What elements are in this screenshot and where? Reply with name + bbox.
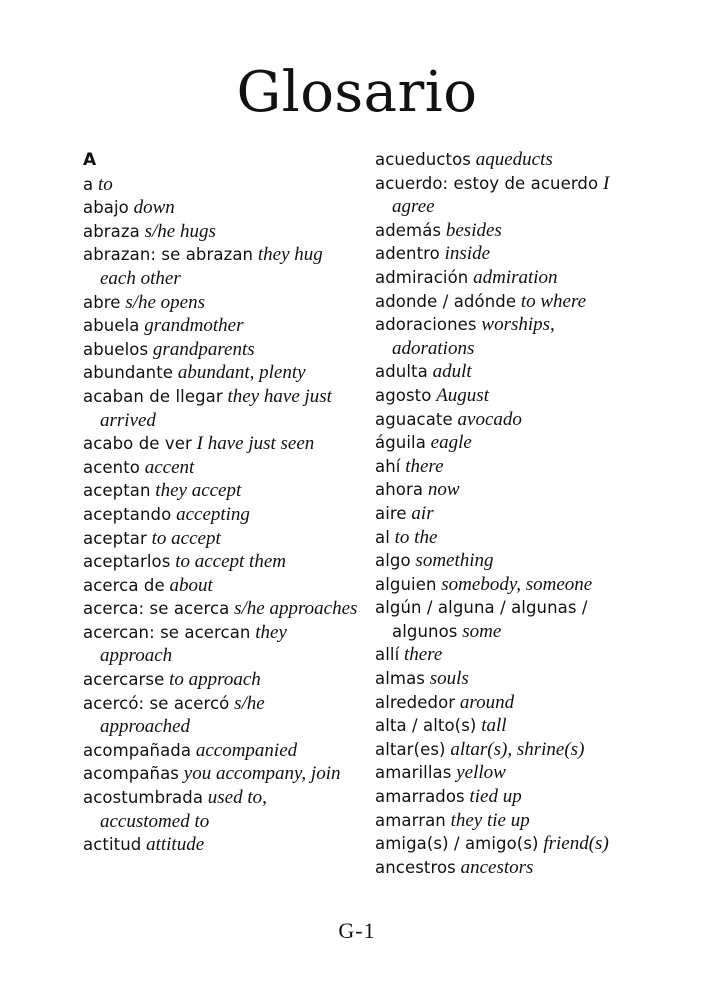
entry-definition: s/he opens: [125, 291, 205, 313]
glossary-entry: [375, 714, 640, 738]
entry-term: adoraciones: [375, 315, 477, 335]
entry-term: abuela: [83, 316, 140, 336]
letter-heading: [83, 148, 358, 173]
entry-definition: tied up: [469, 786, 522, 808]
glossary-entry: [375, 856, 640, 880]
entry-definition: to: [97, 173, 113, 195]
entry-term: aceptar: [83, 528, 147, 548]
entry-definition: accompanied: [195, 739, 298, 761]
entry-term: acuerdo: estoy de acuerdo: [375, 173, 599, 193]
entry-term: abuelos: [83, 339, 149, 359]
entry-definition: tall: [481, 715, 507, 737]
entry-definition: they tie up: [450, 809, 530, 831]
entry-definition: I have just seen: [196, 433, 315, 455]
glossary-entry: [83, 574, 358, 598]
entry-term: actitud: [83, 835, 142, 855]
glossary-entry: [83, 786, 358, 833]
glossary-entry: [83, 527, 358, 551]
entry-definition: about: [169, 574, 213, 596]
entry-term: agosto: [375, 385, 432, 405]
entry-definition: I agree: [392, 172, 610, 218]
glossary-entry: [83, 550, 358, 574]
glossary-entry: [375, 691, 640, 715]
entry-definition: inside: [444, 243, 491, 265]
glossary-entry: [83, 338, 358, 362]
glossary-entry: [83, 243, 358, 290]
glossary-entry: [83, 692, 358, 739]
entry-definition: altar(s), shrine(s): [450, 738, 585, 760]
glossary-entry: [83, 597, 358, 621]
entry-term: amarran: [375, 810, 446, 830]
entry-definition: admiration: [473, 266, 558, 288]
glossary-entry: [375, 290, 640, 314]
entry-definition: ancestors: [460, 856, 534, 878]
entry-definition: around: [459, 691, 515, 713]
glossary-entry: [83, 314, 358, 338]
entry-definition: s/he hugs: [144, 220, 216, 242]
entry-term: abundante: [83, 363, 174, 383]
glossary-entry: [375, 478, 640, 502]
entry-definition: abundant, plenty: [177, 362, 306, 384]
entry-term: acerca: se acerca: [83, 599, 230, 619]
entry-definition: they have just arrived: [100, 385, 332, 431]
glossary-entry: [375, 431, 640, 455]
glossary-entry: [83, 220, 358, 244]
entry-term: abajo: [83, 198, 129, 218]
entry-term: ancestros: [375, 857, 456, 877]
entry-term: acento: [83, 457, 140, 477]
entry-definition: s/he approached: [100, 692, 265, 738]
glossary-entry: [375, 596, 640, 643]
entry-definition: eagle: [430, 432, 472, 454]
glossary-entry: [375, 384, 640, 408]
entry-definition: they approach: [100, 621, 287, 667]
glossary-entry: [375, 785, 640, 809]
entry-term: acueductos: [375, 150, 471, 169]
page-title: Glosario: [236, 60, 478, 125]
entry-term: acostumbrada: [83, 788, 204, 808]
entry-term: adentro: [375, 244, 440, 264]
entry-term: adulta: [375, 362, 428, 382]
entry-term: algún / alguna / algunas / algunos: [375, 598, 588, 641]
entry-definition: to the: [394, 526, 438, 548]
glossary-entry: [83, 456, 358, 480]
entry-term: a: [83, 174, 94, 194]
entry-term: abraza: [83, 221, 140, 241]
glossary-entry: [375, 408, 640, 432]
glossary-entry: [375, 526, 640, 550]
glossary-entry: [83, 173, 358, 197]
entry-definition: friend(s): [543, 833, 609, 855]
entry-definition: accent: [144, 456, 195, 478]
entry-definition: there: [404, 644, 443, 666]
entry-definition: to accept: [151, 527, 221, 549]
glossary-entry: [375, 219, 640, 243]
glossary-entry: [83, 668, 358, 692]
entry-term: admiración: [375, 267, 469, 287]
entry-definition: to approach: [169, 669, 261, 691]
entry-definition: worships, adorations: [392, 314, 555, 359]
entry-definition: aqueducts: [475, 149, 553, 170]
glossary-entry: [375, 502, 640, 526]
entry-definition: August: [436, 384, 489, 406]
entry-term: alrededor: [375, 692, 456, 712]
glossary-entry: [375, 148, 640, 172]
entry-term: alta / alto(s): [375, 716, 477, 736]
entry-definition: air: [411, 502, 434, 524]
entry-definition: yellow: [456, 762, 506, 784]
entry-definition: there: [405, 455, 444, 477]
entry-definition: avocado: [457, 408, 522, 430]
entry-term: águila: [375, 433, 426, 453]
entry-definition: down: [133, 197, 175, 219]
entry-term: adonde / adónde: [375, 291, 517, 311]
glossary-entry: [83, 385, 358, 432]
entry-term: aguacate: [375, 409, 453, 429]
letter-heading-text: A: [83, 150, 97, 170]
glossary-entry: [83, 196, 358, 220]
entry-term: acercan: se acercan: [83, 622, 251, 642]
entry-term: ahí: [375, 456, 401, 476]
entry-term: abrazan: se abrazan: [83, 245, 254, 265]
entry-term: amiga(s) / amigo(s): [375, 834, 539, 854]
entry-term: ahora: [375, 480, 424, 500]
entry-term: altar(es): [375, 739, 446, 759]
entry-definition: s/he approaches: [234, 598, 358, 620]
glossary-entry: [83, 291, 358, 315]
glossary-entry: [375, 809, 640, 833]
entry-definition: now: [427, 479, 460, 501]
entry-definition: grandparents: [152, 338, 255, 360]
glossary-entry: [375, 242, 640, 266]
glossary-entry: [83, 621, 358, 668]
entry-term: acaban de llegar: [83, 386, 223, 406]
entry-term: aceptando: [83, 504, 172, 524]
entry-term: acompañas: [83, 764, 180, 784]
glossary-entry: [375, 573, 640, 597]
glossary-column-left: [83, 148, 358, 857]
entry-definition: grandmother: [144, 315, 244, 337]
glossary-entry: [375, 667, 640, 691]
glossary-column-right: [375, 148, 640, 879]
glossary-entry: [83, 479, 358, 503]
entry-term: además: [375, 220, 442, 240]
glossary-entry: [375, 455, 640, 479]
glossary-entry: [83, 432, 358, 456]
entry-term: acerca de: [83, 575, 165, 595]
glossary-entry: [375, 266, 640, 290]
glossary-entry: [83, 762, 358, 786]
glossary-entry: [83, 503, 358, 527]
entry-term: allí: [375, 645, 400, 665]
page-number: G-1: [338, 918, 376, 943]
entry-definition: attitude: [146, 834, 205, 856]
entry-definition: they hug each other: [100, 244, 323, 289]
entry-definition: to accept them: [175, 551, 286, 573]
entry-definition: some: [462, 620, 502, 642]
entry-term: algo: [375, 551, 411, 571]
entry-term: abre: [83, 292, 121, 312]
entry-term: al: [375, 527, 390, 547]
glossary-entry: [375, 738, 640, 762]
entry-term: almas: [375, 669, 425, 689]
entry-definition: besides: [445, 219, 502, 241]
glossary-entry: [375, 761, 640, 785]
glossary-entry: [375, 643, 640, 667]
entry-definition: to where: [520, 290, 587, 312]
entry-term: acabo de ver: [83, 434, 192, 454]
entry-term: amarillas: [375, 763, 452, 783]
entry-definition: you accompany, join: [183, 763, 341, 785]
entry-term: acercó: se acercó: [83, 693, 230, 713]
glossary-entry: [375, 360, 640, 384]
entry-term: acercarse: [83, 670, 165, 690]
entry-term: acompañada: [83, 740, 192, 760]
entry-term: alguien: [375, 574, 437, 594]
entry-definition: they accept: [155, 480, 242, 502]
glossary-entry: [83, 739, 358, 763]
glossary-entry: [83, 361, 358, 385]
entry-definition: souls: [429, 668, 469, 690]
entry-definition: adult: [432, 361, 472, 383]
glossary-entry: [375, 172, 640, 219]
entry-definition: somebody, someone: [441, 573, 593, 595]
entry-term: aceptan: [83, 481, 151, 501]
glossary-entry: [375, 832, 640, 856]
glossary-entry: [83, 833, 358, 857]
entry-definition: used to, accustomed to: [100, 787, 267, 832]
entry-definition: something: [415, 550, 494, 572]
glossary-entry: [375, 549, 640, 573]
glossary-entry: [375, 313, 640, 360]
entry-definition: accepting: [176, 503, 250, 525]
entry-term: aceptarlos: [83, 552, 171, 572]
entry-term: aire: [375, 503, 407, 523]
entry-term: amarrados: [375, 787, 465, 807]
